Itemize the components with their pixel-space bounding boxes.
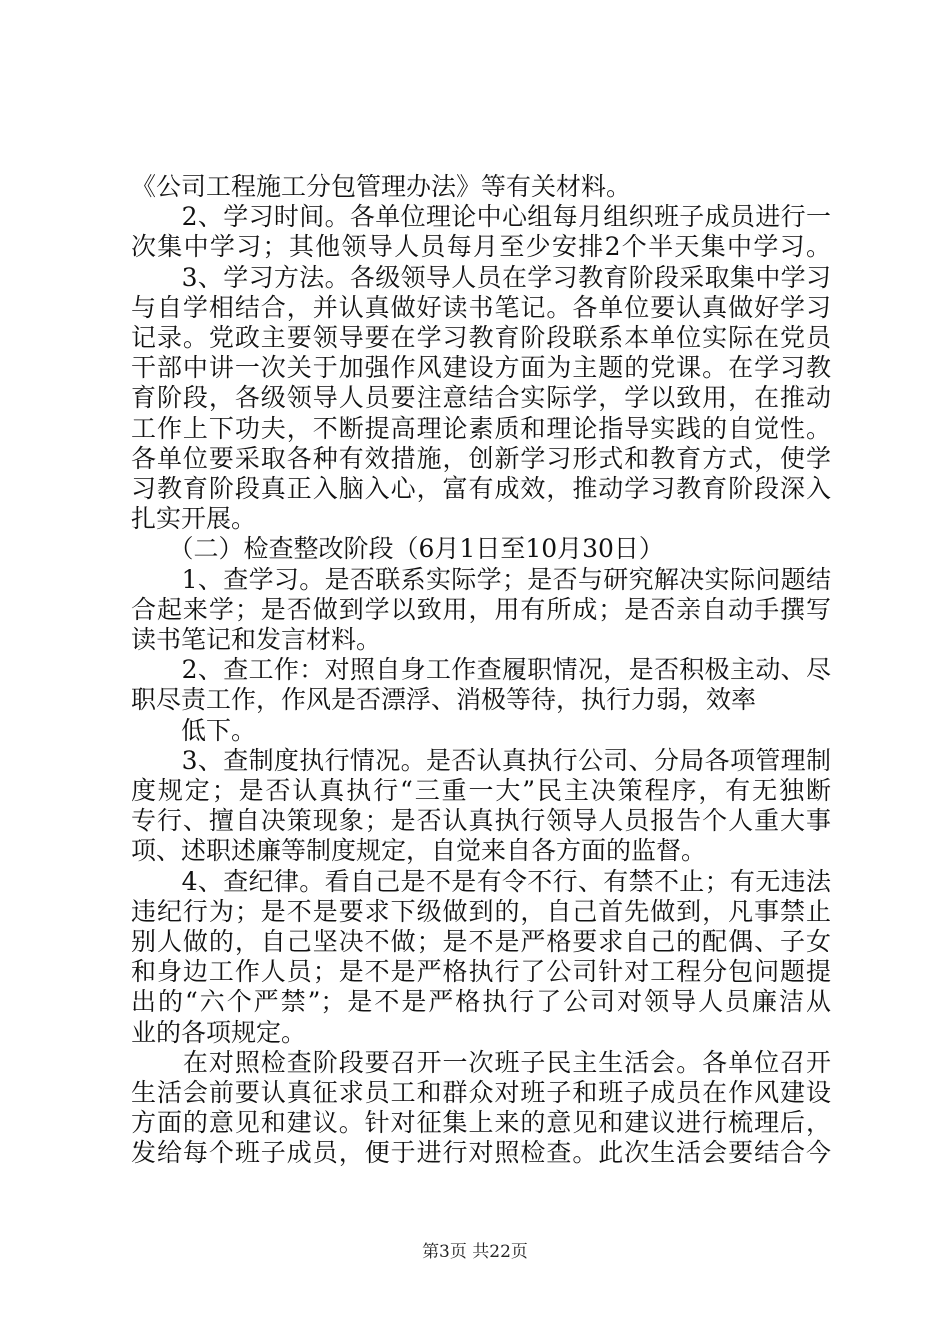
page-footer: 第3页 共22页 [422,1242,528,1262]
paragraph-line: 3、学习方法。各级领导人员在学习教育阶段采取集中学习 [131,263,831,292]
paragraph-line: 违纪行为；是不是要求下级做到的，自己首先做到，凡事禁止 [131,897,831,926]
paragraph-line: 业的各项规定。 [131,1018,307,1047]
paragraph-line: 项、述职述廉等制度规定，自觉来自各方面的监督。 [131,836,707,865]
paragraph-line: 生活会前要认真征求员工和群众对班子和班子成员在作风建设 [131,1078,831,1107]
paragraph-line: 读书笔记和发言材料。 [131,625,382,654]
paragraph-line: 度规定；是否认真执行“三重一大”民主决策程序，有无独断 [131,776,831,805]
paragraph-line: 方面的意见和建议。针对征集上来的意见和建议进行梳理后， [131,1108,831,1137]
paragraph-line: （二）检查整改阶段（6月1日至10月30日） [131,534,664,563]
paragraph-line: 1、查学习。是否联系实际学；是否与研究解决实际问题结 [131,565,831,594]
paragraph-line: 出的“六个严禁”；是不是严格执行了公司对领导人员廉洁从 [131,987,831,1016]
paragraph-line: 记录。党政主要领导要在学习教育阶段联系本单位实际在党员 [131,323,831,352]
paragraph-line: 与自学相结合，并认真做好读书笔记。各单位要认真做好学习 [131,293,831,322]
paragraph-line: 3、查制度执行情况。是否认真执行公司、分局各项管理制 [131,746,831,775]
paragraph-line: 发给每个班子成员，便于进行对照检查。此次生活会要结合今 [131,1138,831,1167]
paragraph-line: 4、查纪律。看自己是不是有令不行、有禁不止；有无违法 [131,867,831,896]
paragraph-line: 工作上下功夫，不断提高理论素质和理论指导实践的自觉性。 [131,414,831,443]
paragraph-line: 职尽责工作，作风是否漂浮、消极等待，执行力弱，效率 [131,685,757,714]
paragraph-line: 《公司工程施工分包管理办法》等有关材料。 [131,172,632,201]
paragraph-line: 习教育阶段真正入脑入心，富有成效，推动学习教育阶段深入 [131,474,831,503]
paragraph-line: 在对照检查阶段要召开一次班子民主生活会。各单位召开 [131,1048,831,1077]
paragraph-line: 扎实开展。 [131,504,257,533]
paragraph-line: 别人做的，自己坚决不做；是不是严格要求自己的配偶、子女 [131,927,831,956]
paragraph-line: 专行、擅自决策现象；是否认真执行领导人员报告个人重大事 [131,806,831,835]
paragraph-line: 合起来学；是否做到学以致用，用有所成；是否亲自动手撰写 [131,595,831,624]
paragraph-line: 2、查工作：对照自身工作查履职情况，是否积极主动、尽 [131,655,831,684]
paragraph-line: 低下。 [131,716,257,745]
paragraph-line: 和身边工作人员；是不是严格执行了公司针对工程分包问题提 [131,957,831,986]
paragraph-line: 2、学习时间。各单位理论中心组每月组织班子成员进行一 [131,202,831,231]
paragraph-line: 育阶段，各级领导人员要注意结合实际学，学以致用，在推动 [131,383,831,412]
paragraph-line: 各单位要采取各种有效措施，创新学习形式和教育方式，使学 [131,444,831,473]
paragraph-line: 次集中学习；其他领导人员每月至少安排2个半天集中学习。 [131,232,831,261]
paragraph-line: 干部中讲一次关于加强作风建设方面为主题的党课。在学习教 [131,353,831,382]
